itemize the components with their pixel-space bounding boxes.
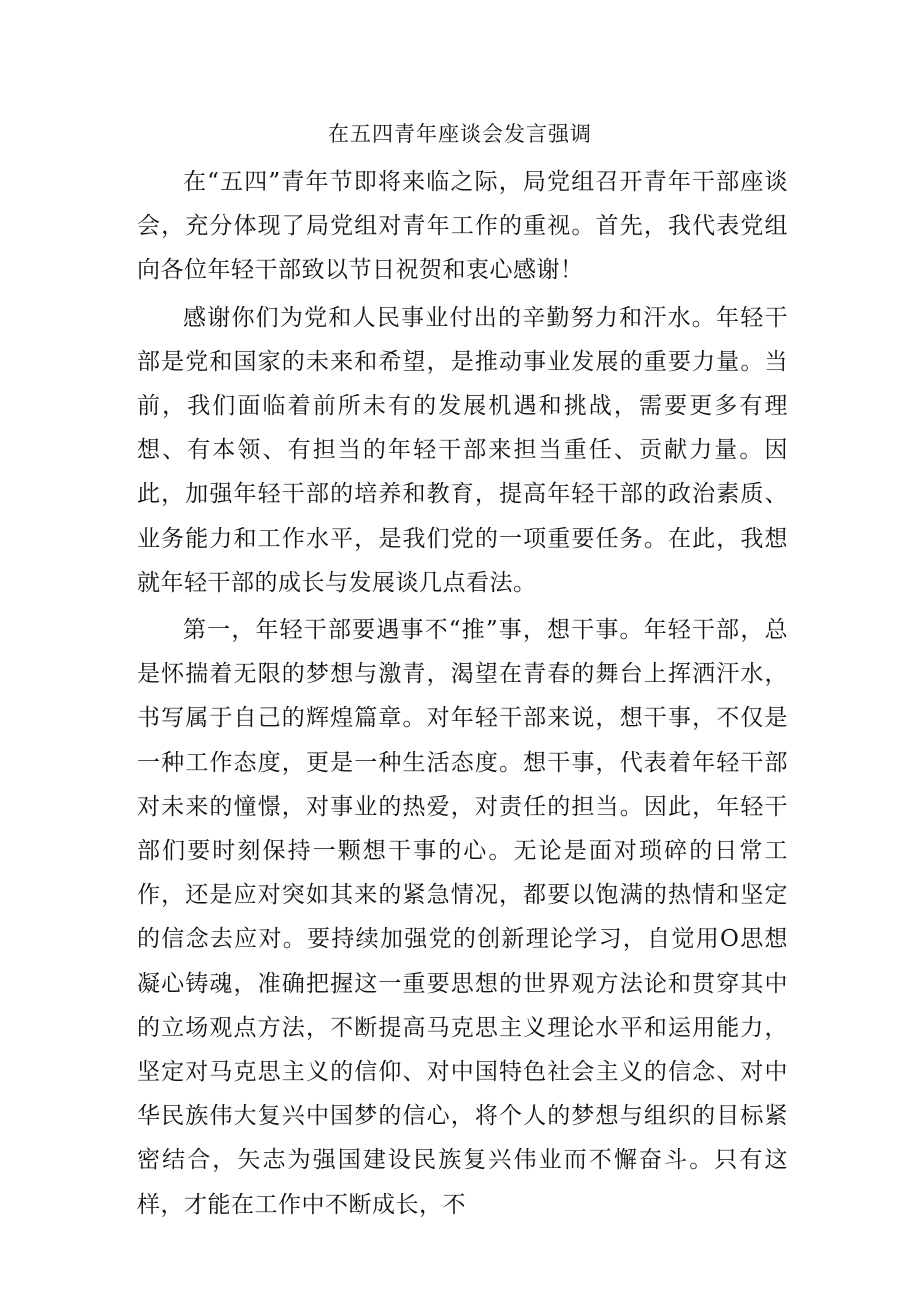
paragraph-thanks: 感谢你们为党和人民事业付出的辛勤努力和汗水。年轻干部是党和国家的未来和希望，是推动事业发展的重要力量。当前，我们面临着前所未有的发展机遇和挑战，需要更多有理想、有本领、有担当的年轻干部来担当重任、贡献力量。因此，加强年轻干部的培养和教育，提高年轻干部的政治素质、业务能力和工作水平，是我们党的一项重要任务。在此，我想就年轻干部的成长与发展谈几点看法。 (137, 304, 788, 596)
document-body (137, 160, 788, 1230)
paragraph-point-one: 第一，年轻干部要遇事不“推”事，想干事。年轻干部，总是怀揣着无限的梦想与激青，渴望在青春的舞台上挥洒汗水，书写属于自己的辉煌篇章。对年轻干部来说，想干事，不仅是一种工作态度，更是一种生活态度。想干事，代表着年轻干部对未来的憧憬，对事业的热爱，对责任的担当。因此，年轻干部们要时刻保持一颗想干事的心。无论是面对琐碎的日常工作，还是应对突如其来的紧急情况，都要以饱满的热情和坚定的信念去应对。要持续加强党的创新理论学习，自觉用O思想凝心铸魂，准确把握这一重要思想的世界观方法论和贯穿其中的立场观点方法，不断提高马克思主义理论水平和运用能力，坚定对马克思主义的信仰、对中国特色社会主义的信念、对中华民族伟大复兴中国梦的信心，将个人的梦想与组织的目标紧密结合，矢志为强国建设民族复兴伟业而不懈奋斗。只有这样，才能在工作中不断成长，不 (137, 617, 788, 1218)
document-title: 在五四青年座谈会发言强调 (328, 122, 592, 146)
paragraph-greeting: 在“五四”青年节即将来临之际，局党组召开青年干部座谈会，充分体现了局党组对青年工作的重视。首先，我代表党组向各位年轻干部致以节日祝贺和衷心感谢！ (137, 169, 788, 284)
